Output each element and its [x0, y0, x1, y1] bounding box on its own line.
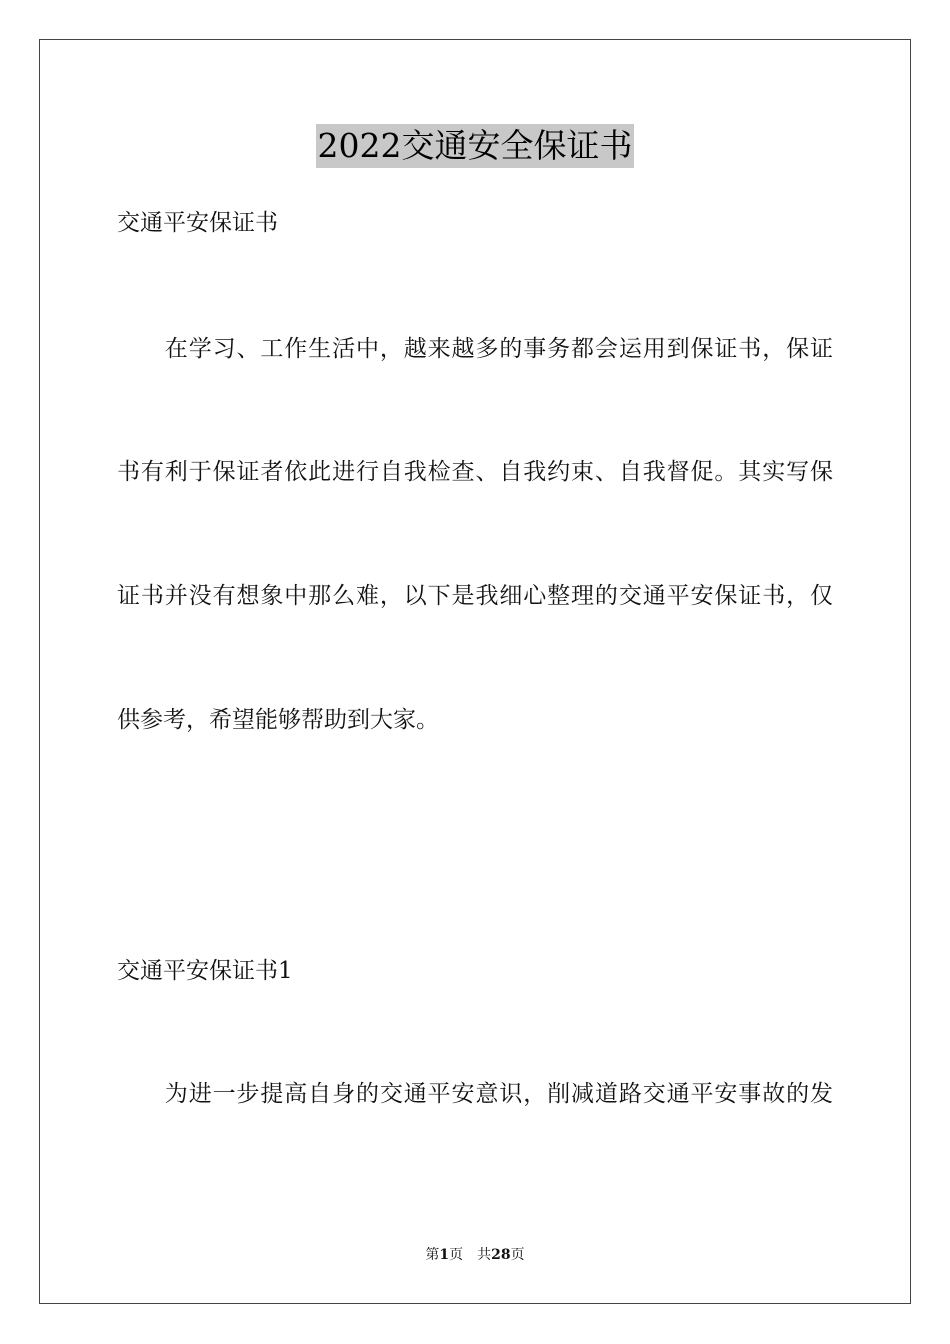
page-footer	[0, 1245, 950, 1265]
footer-page-suffix: 页	[449, 1247, 464, 1263]
document-title: 2022交通安全保证书	[316, 124, 635, 168]
body-line: 证书并没有想象中那么难，以下是我细心整理的交通平安保证书，仅	[117, 583, 833, 609]
body-line: 在学习、工作生活中，越来越多的事务都会运用到保证书，保证	[117, 336, 833, 362]
body-line: 书有利于保证者依此进行自我检查、自我约束、自我督促。其实写保	[117, 459, 833, 485]
section-heading: 交通平安保证书1	[117, 958, 293, 984]
footer-total-pages: 28	[491, 1247, 511, 1263]
footer-total-suffix: 页	[510, 1247, 525, 1263]
footer-page-number: 1	[439, 1247, 450, 1263]
body-line: 供参考，希望能够帮助到大家。	[117, 707, 439, 733]
footer-total-prefix: 共	[477, 1247, 492, 1263]
footer-page-prefix: 第	[425, 1247, 440, 1263]
section-heading: 交通平安保证书	[117, 210, 278, 236]
title-container	[0, 124, 950, 168]
body-line: 为进一步提高自身的交通平安意识，削减道路交通平安事故的发	[117, 1081, 833, 1107]
